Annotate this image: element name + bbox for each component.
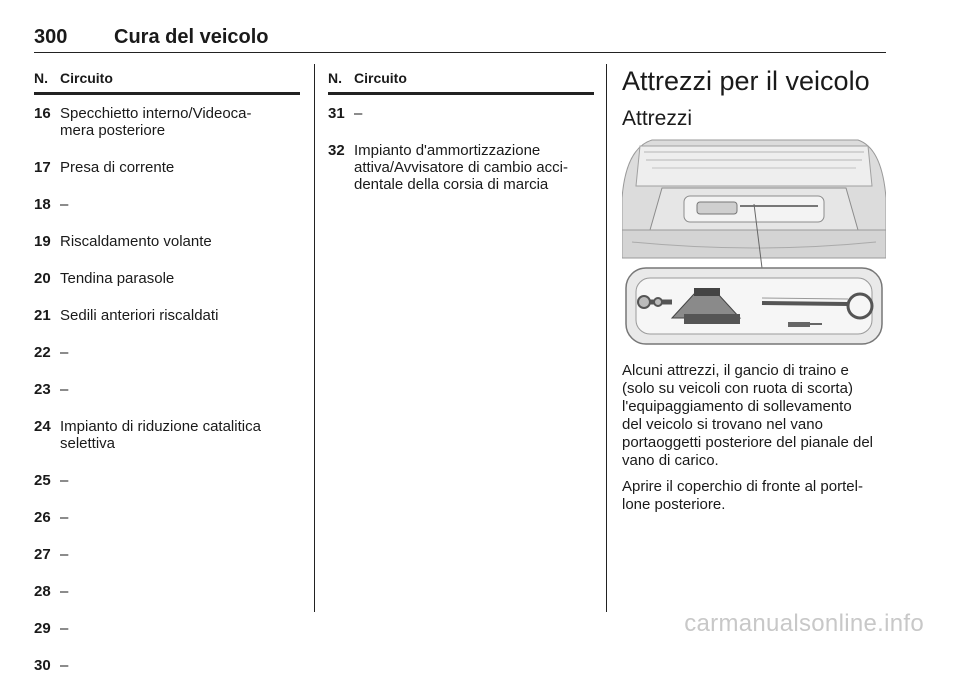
circuit-description: – bbox=[60, 620, 69, 637]
circuit-description: – bbox=[60, 196, 69, 213]
fuse-number: 31 bbox=[328, 105, 345, 122]
fuse-number: 23 bbox=[34, 381, 51, 398]
fuse-table-right bbox=[328, 66, 594, 203]
tools-illustration bbox=[622, 138, 886, 348]
fuse-number: 22 bbox=[34, 344, 51, 361]
circuit-description: – bbox=[60, 472, 69, 489]
circuit-description: – bbox=[60, 657, 69, 674]
table-row bbox=[328, 132, 594, 203]
table-row bbox=[34, 610, 300, 647]
column-divider bbox=[606, 64, 607, 612]
fuse-number: 29 bbox=[34, 620, 51, 637]
fuse-number: 17 bbox=[34, 159, 51, 176]
fuse-number: 26 bbox=[34, 509, 51, 526]
column-header-circuit: Circuito bbox=[354, 70, 407, 86]
table-header bbox=[34, 66, 300, 95]
circuit-description: – bbox=[60, 583, 69, 600]
fuse-number: 27 bbox=[34, 546, 51, 563]
circuit-description: Riscaldamento volante bbox=[60, 233, 212, 250]
fuse-number: 21 bbox=[34, 307, 51, 324]
fuse-number: 25 bbox=[34, 472, 51, 489]
fuse-number: 32 bbox=[328, 142, 345, 159]
fuse-number: 30 bbox=[34, 657, 51, 674]
section-heading: Attrezzi per il veicolo bbox=[622, 66, 870, 96]
column-header-circuit: Circuito bbox=[60, 70, 113, 86]
table-row bbox=[34, 297, 300, 334]
subsection-heading: Attrezzi bbox=[622, 107, 693, 130]
watermark: carmanualsonline.info bbox=[684, 610, 924, 637]
circuit-description: Impianto di riduzione catalitica selettiva bbox=[60, 418, 261, 452]
table-row bbox=[34, 223, 300, 260]
circuit-description: Tendina parasole bbox=[60, 270, 175, 287]
circuit-description: – bbox=[60, 381, 69, 398]
circuit-description: – bbox=[60, 344, 69, 361]
paragraph-open-cover: Aprire il coperchio di fronte al portel- lone posteriore. bbox=[622, 478, 863, 513]
table-row bbox=[34, 462, 300, 499]
page-header bbox=[34, 22, 886, 53]
table-row bbox=[34, 573, 300, 610]
fuse-number: 18 bbox=[34, 196, 51, 213]
fuse-number: 28 bbox=[34, 583, 51, 600]
table-row bbox=[34, 499, 300, 536]
column-divider bbox=[314, 64, 315, 612]
column-header-number: N. bbox=[34, 70, 48, 86]
section-title: Cura del veicolo bbox=[114, 26, 269, 48]
table-row bbox=[34, 536, 300, 573]
page-number: 300 bbox=[34, 26, 68, 48]
table-row bbox=[328, 95, 594, 132]
circuit-description: – bbox=[354, 105, 363, 122]
circuit-description: Impianto d'ammortizzazione attiva/Avvisatore di cambio acci- dentale della corsia di marcia bbox=[354, 142, 568, 193]
table-row bbox=[34, 647, 300, 684]
table-row bbox=[34, 95, 300, 149]
table-row bbox=[34, 371, 300, 408]
fuse-number: 24 bbox=[34, 418, 51, 435]
table-header bbox=[328, 66, 594, 95]
fuse-number: 20 bbox=[34, 270, 51, 287]
fuse-number: 16 bbox=[34, 105, 51, 122]
paragraph-tools-location: Alcuni attrezzi, il gancio di traino e (solo su veicoli con ruota di scorta) l'equipaggiamento di sollevamento del veicolo si trovano nel vano portaoggetti posteriore del pianale del vano di carico. bbox=[622, 362, 874, 469]
fuse-table-left bbox=[34, 66, 300, 684]
column-header-number: N. bbox=[328, 70, 342, 86]
circuit-description: – bbox=[60, 509, 69, 526]
circuit-description: Sedili anteriori riscaldati bbox=[60, 307, 219, 324]
fuse-number: 19 bbox=[34, 233, 51, 250]
circuit-description: – bbox=[60, 546, 69, 563]
table-row bbox=[34, 408, 300, 462]
table-row bbox=[34, 334, 300, 371]
circuit-description: Presa di corrente bbox=[60, 159, 175, 176]
table-row bbox=[34, 260, 300, 297]
circuit-description: Specchietto interno/Videoca- mera posteriore bbox=[60, 105, 252, 139]
table-row bbox=[34, 149, 300, 186]
table-row bbox=[34, 186, 300, 223]
